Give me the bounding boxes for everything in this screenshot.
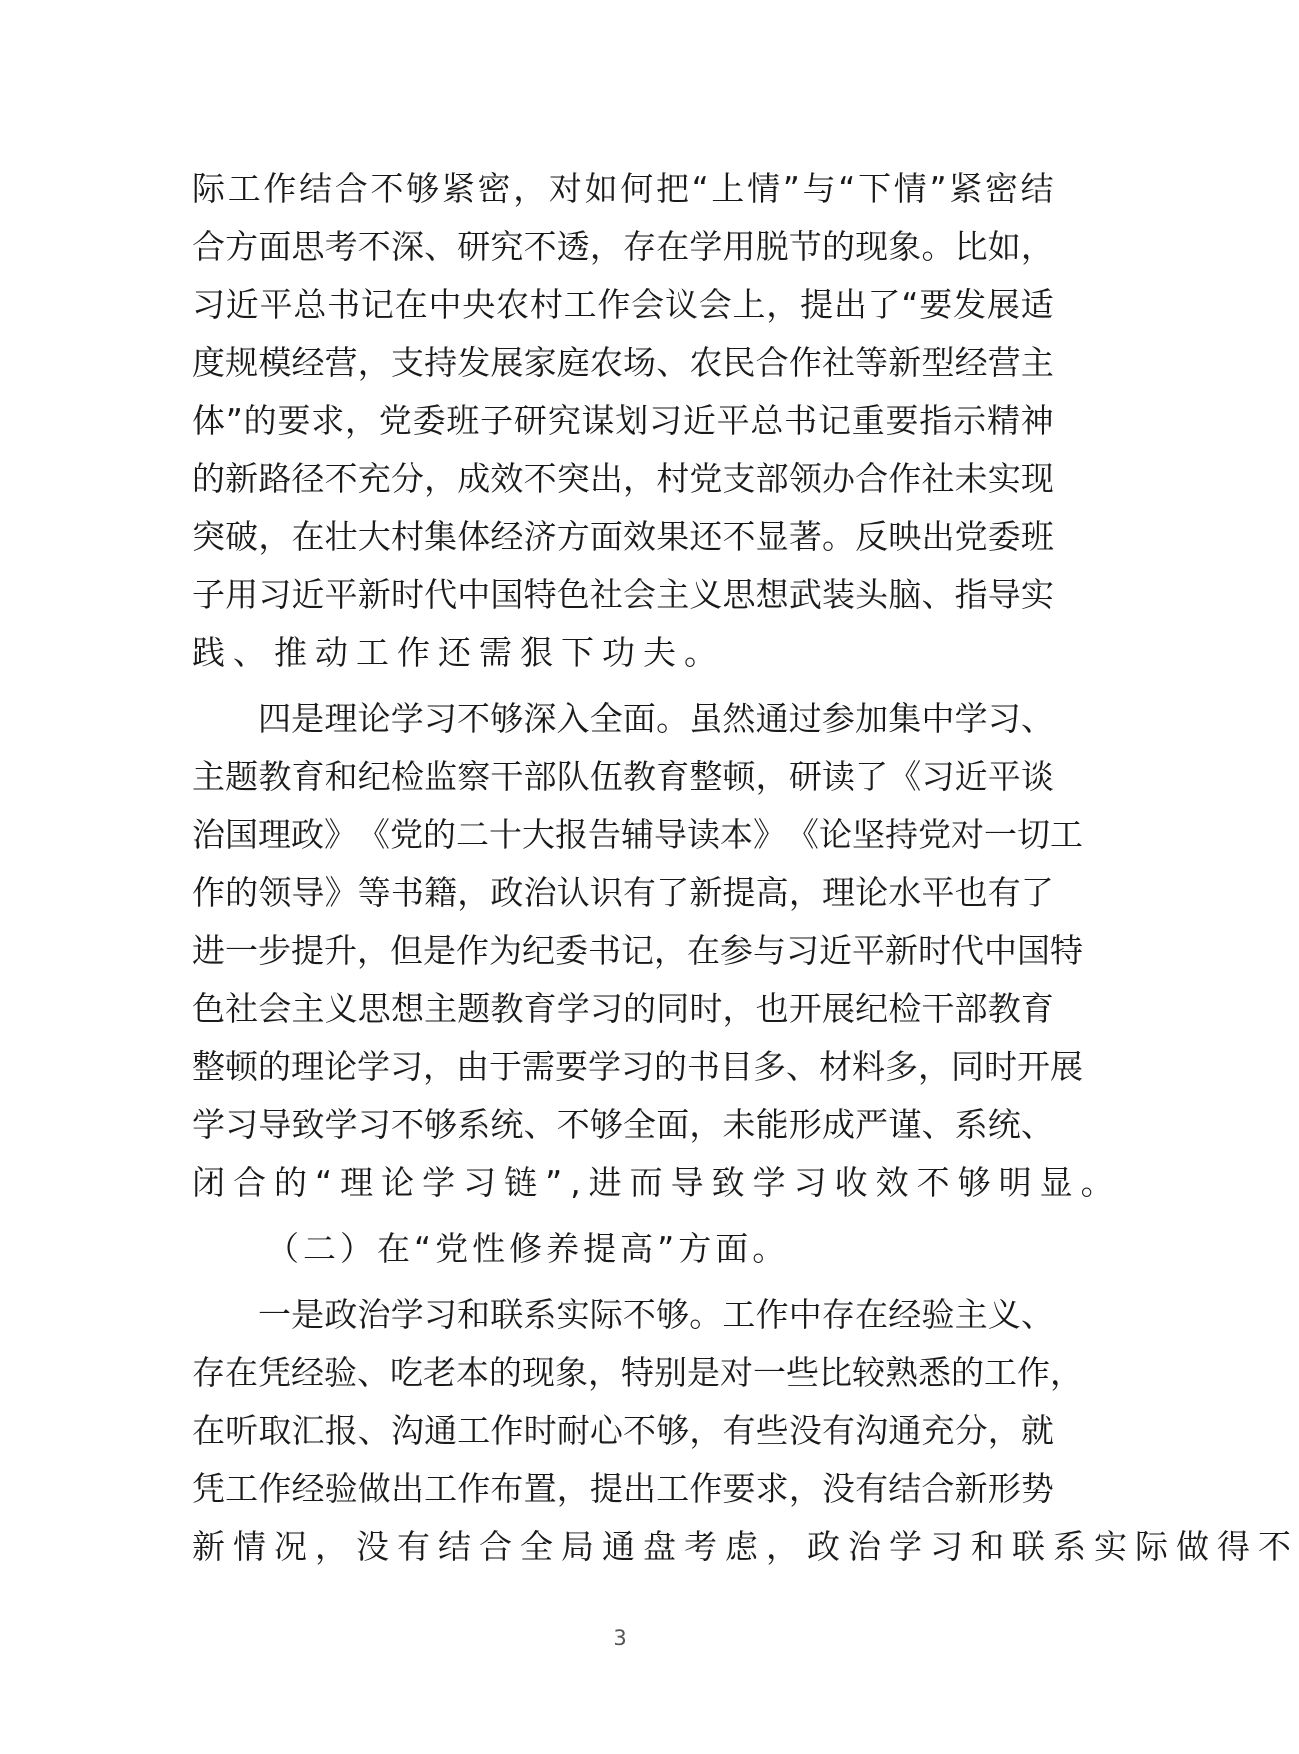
text-line: 合 方 面 思 考 不 深 、 研 究 不 透 ， 存 在 学 用 脱 节 的 现 象 。 比 如 ， <box>192 227 1054 266</box>
body-paragraph <box>192 690 1122 1212</box>
text-line: 践、推动工作还需狠下功夫。 <box>192 633 725 672</box>
heading-line: （二）在“党性修养提高”方面。 <box>266 1229 790 1268</box>
text-line: 色 社 会 主 义 思 想 主 题 教 育 学 习 的 同 时 ， 也 开 展 纪 检 干 部 教 育 <box>192 989 1054 1028</box>
paragraph-gap <box>192 1212 1054 1220</box>
text-line: 存 在 凭 经 验 、 吃 老 本 的 现 象 ， 特 别 是 对 一 些 比 较 熟 悉 的 工 作 ， <box>192 1353 1083 1392</box>
body-paragraph <box>192 1286 1299 1576</box>
text-line: 闭合的“理论学习链”,进而导致学习收效不够明显。 <box>192 1163 1122 1202</box>
paragraph-gap <box>192 1278 1054 1286</box>
text-line: 治 国 理 政 》 《 党 的 二 十 大 报 告 辅 导 读 本 》 《 论 坚 持 党 对 一 切 工 <box>192 815 1083 854</box>
text-line: 度 规 模 经 营 ， 支 持 发 展 家 庭 农 场 、 农 民 合 作 社 等 新 型 经 营 主 <box>192 343 1054 382</box>
text-line: 四 是 理 论 学 习 不 够 深 入 全 面 。 虽 然 通 过 参 加 集 中 学 习 、 <box>258 699 1054 738</box>
text-line: 学 习 导 致 学 习 不 够 系 统 、 不 够 全 面 ， 未 能 形 成 严 谨 、 系 统 、 <box>192 1105 1054 1144</box>
text-line: 习 近 平 总 书 记 在 中 央 农 村 工 作 会 议 会 上 ， 提 出 了 “ 要 发 展 适 <box>192 285 1054 324</box>
document-body <box>192 160 1299 1576</box>
text-line: 在 听 取 汇 报 、 沟 通 工 作 时 耐 心 不 够 ， 有 些 没 有 沟 通 充 分 ， 就 <box>192 1411 1054 1450</box>
text-line: 作 的 领 导 》 等 书 籍 ， 政 治 认 识 有 了 新 提 高 ， 理 论 水 平 也 有 了 <box>192 873 1054 912</box>
text-line: 凭 工 作 经 验 做 出 工 作 布 置 ， 提 出 工 作 要 求 ， 没 有 结 合 新 形 势 <box>192 1469 1054 1508</box>
section-heading <box>192 1220 1054 1278</box>
paragraph-gap <box>192 682 1054 690</box>
text-line: 体 ” 的 要 求 ， 党 委 班 子 研 究 谋 划 习 近 平 总 书 记 重 要 指 示 精 神 <box>192 401 1054 440</box>
text-line: 整 顿 的 理 论 学 习 ， 由 于 需 要 学 习 的 书 目 多 、 材 料 多 ， 同 时 开 展 <box>192 1047 1083 1086</box>
text-line: 新情况，没有结合全局通盘考虑，政治学习和联系实际做得不 <box>192 1527 1299 1566</box>
text-line: 主 题 教 育 和 纪 检 监 察 干 部 队 伍 教 育 整 顿 ， 研 读 了 《 习 近 平 谈 <box>192 757 1054 796</box>
text-line: 的 新 路 径 不 充 分 ， 成 效 不 突 出 ， 村 党 支 部 领 办 合 作 社 未 实 现 <box>192 459 1054 498</box>
body-paragraph <box>192 160 1054 682</box>
text-line: 际 工 作 结 合 不 够 紧 密 ， 对 如 何 把 “ 上 情 ” 与 “ 下 情 ” 紧 密 结 <box>192 169 1054 208</box>
text-line: 子 用 习 近 平 新 时 代 中 国 特 色 社 会 主 义 思 想 武 装 头 脑 、 指 导 实 <box>192 575 1054 614</box>
text-line: 进 一 步 提 升 ， 但 是 作 为 纪 委 书 记 ， 在 参 与 习 近 平 新 时 代 中 国 特 <box>192 931 1083 970</box>
text-line: 一 是 政 治 学 习 和 联 系 实 际 不 够 。 工 作 中 存 在 经 验 主 义 、 <box>258 1295 1054 1334</box>
page-number: 3 <box>613 1626 627 1650</box>
text-line: 突 破 ， 在 壮 大 村 集 体 经 济 方 面 效 果 还 不 显 著 。 反 映 出 党 委 班 <box>192 517 1054 556</box>
